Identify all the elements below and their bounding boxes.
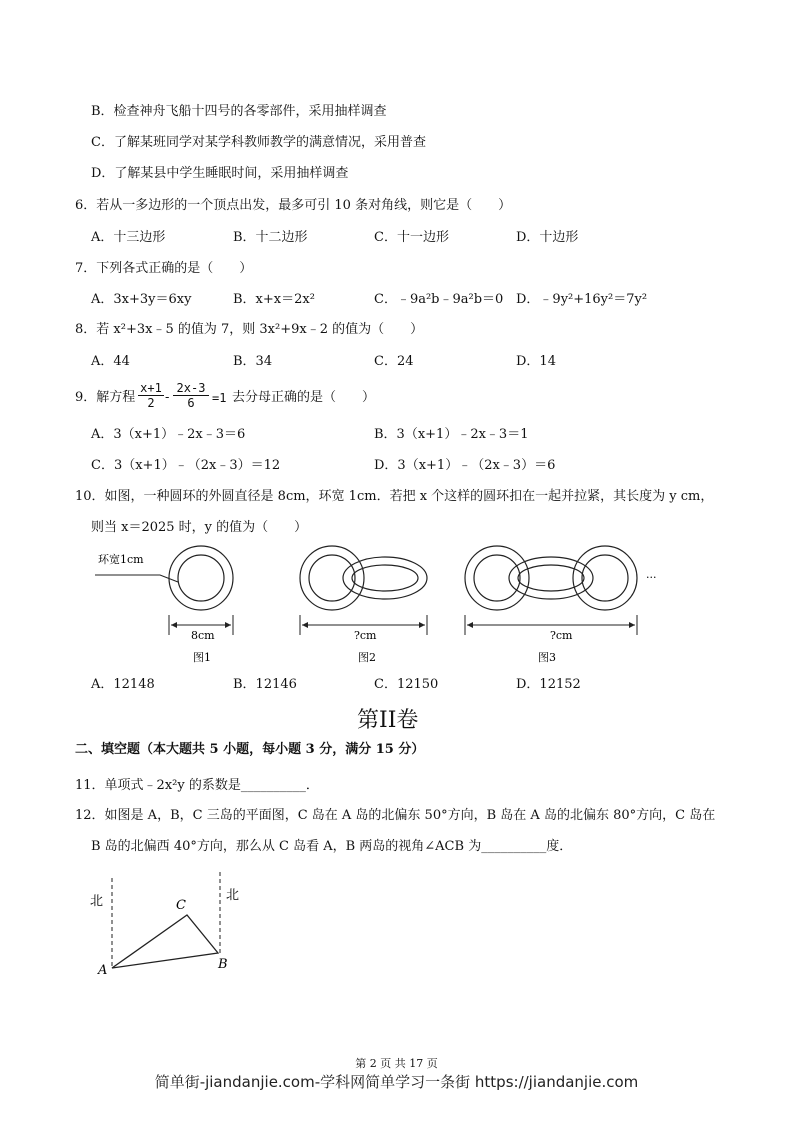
label-c: C [176, 898, 186, 913]
q6-option-d: D．十边形 [516, 230, 579, 245]
figure-3-caption: 图3 [538, 651, 556, 664]
q6-option-b: B．十二边形 [233, 230, 308, 245]
north-label-right: 北 [226, 888, 240, 903]
q8-stem: 8．若 x²+3x﹣5 的值为 7，则 3x²+9x﹣2 的值为（ ） [75, 322, 424, 337]
q5-option-d: D．了解某县中学生睡眠时间，采用抽样调查 [91, 166, 349, 181]
figure-1-caption: 图1 [193, 651, 211, 664]
label-b: B [218, 957, 228, 972]
q9-fraction-2-numerator: 2x-3 [176, 381, 206, 395]
north-label-left: 北 [90, 894, 104, 909]
ring-width-label: 环宽1cm [98, 553, 144, 566]
q6-stem: 6．若从一多边形的一个顶点出发，最多可引 10 条对角线，则它是（ ） [75, 198, 512, 213]
volume-title: 第II卷 [357, 708, 419, 733]
q9-fraction-2 [173, 381, 209, 410]
q12-line-1: 12．如图是 A，B，C 三岛的平面图，C 岛在 A 岛的北偏东 50°方向，B 岛在 A 岛的北偏东 80°方向，C 岛在 [75, 808, 716, 823]
q6-option-c: C．十一边形 [374, 230, 449, 245]
figure-2-caption: 图2 [358, 651, 376, 664]
figure-1-dimension: 8cm [191, 629, 215, 642]
q9-option-d: D．3（x+1）﹣（2x﹣3）＝6 [374, 458, 556, 473]
q9-minus: - [165, 390, 170, 405]
figure-2-dimension: ?cm [354, 629, 377, 642]
q5-option-c: C．了解某班同学对某学科教师教学的满意情况，采用普查 [91, 135, 426, 150]
figure-3-ellipsis: ··· [646, 571, 657, 584]
q7-option-a: A．3x+3y＝6xy [91, 292, 192, 307]
page-number: 第 2 页 共 17 页 [355, 1057, 438, 1070]
q10-option-d: D．12152 [516, 677, 581, 692]
q8-option-b: B．34 [233, 354, 273, 369]
q12-island-figure [70, 868, 330, 988]
q10-option-b: B．12146 [233, 677, 297, 692]
figure-1-single-ring [95, 546, 233, 642]
q10-option-c: C．12150 [374, 677, 439, 692]
q8-option-c: C．24 [374, 354, 414, 369]
q9-option-c: C．3（x+1）﹣（2x﹣3）＝12 [91, 458, 281, 473]
q7-stem: 7．下列各式正确的是（ ） [75, 261, 253, 276]
watermark-footer: 简单街-jiandanjie.com-学科网简单学习一条街 https://jiandanjie.com [154, 1073, 639, 1091]
q11-stem: 11．单项式﹣2x²y 的系数是__________． [75, 778, 319, 793]
label-a: A [98, 963, 108, 978]
section-2-title: 二、填空题（本大题共 5 小题，每小题 3 分，满分 15 分） [75, 742, 425, 757]
q9-fraction-1-denominator: 2 [138, 395, 164, 410]
q10-option-a: A．12148 [91, 677, 155, 692]
q10-line-1: 10．如图，一种圆环的外圆直径是 8cm，环宽 1cm．若把 x 个这样的圆环扣在一起并拉紧，其长度为 y cm， [75, 489, 714, 504]
q9-equals-one: =1 [212, 391, 227, 405]
q7-option-c: C．﹣9a²b﹣9a²b＝0 [374, 292, 504, 307]
q7-option-d: D．﹣9y²+16y²＝7y² [516, 292, 648, 307]
q10-line-2: 则当 x＝2025 时，y 的值为（ ） [91, 520, 308, 535]
q8-option-a: A．44 [91, 354, 130, 369]
q9-prefix: 9．解方程 [75, 390, 136, 405]
q9-option-a: A．3（x+1）﹣2x﹣3＝6 [91, 427, 246, 442]
q9-fraction-1 [138, 381, 164, 410]
q5-option-b: B．检查神舟飞船十四号的各零部件，采用抽样调查 [91, 104, 387, 119]
q9-suffix: 去分母正确的是（ ） [232, 390, 376, 405]
q9-fraction-1-numerator: x+1 [140, 381, 162, 395]
q9-option-b: B．3（x+1）﹣2x﹣3＝1 [374, 427, 529, 442]
q10-ring-figure [0, 545, 793, 670]
q6-option-a: A．十三边形 [91, 230, 166, 245]
figure-3-three-rings [465, 546, 657, 642]
q7-option-b: B．x+x＝2x² [233, 292, 315, 307]
q8-option-d: D．14 [516, 354, 556, 369]
figure-2-two-rings [300, 546, 427, 642]
q9-fraction-2-denominator: 6 [173, 395, 209, 410]
q12-line-2: B 岛的北偏西 40°方向，那么从 C 岛看 A，B 两岛的视角∠ACB 为__________度． [91, 839, 573, 854]
figure-3-dimension: ?cm [550, 629, 573, 642]
